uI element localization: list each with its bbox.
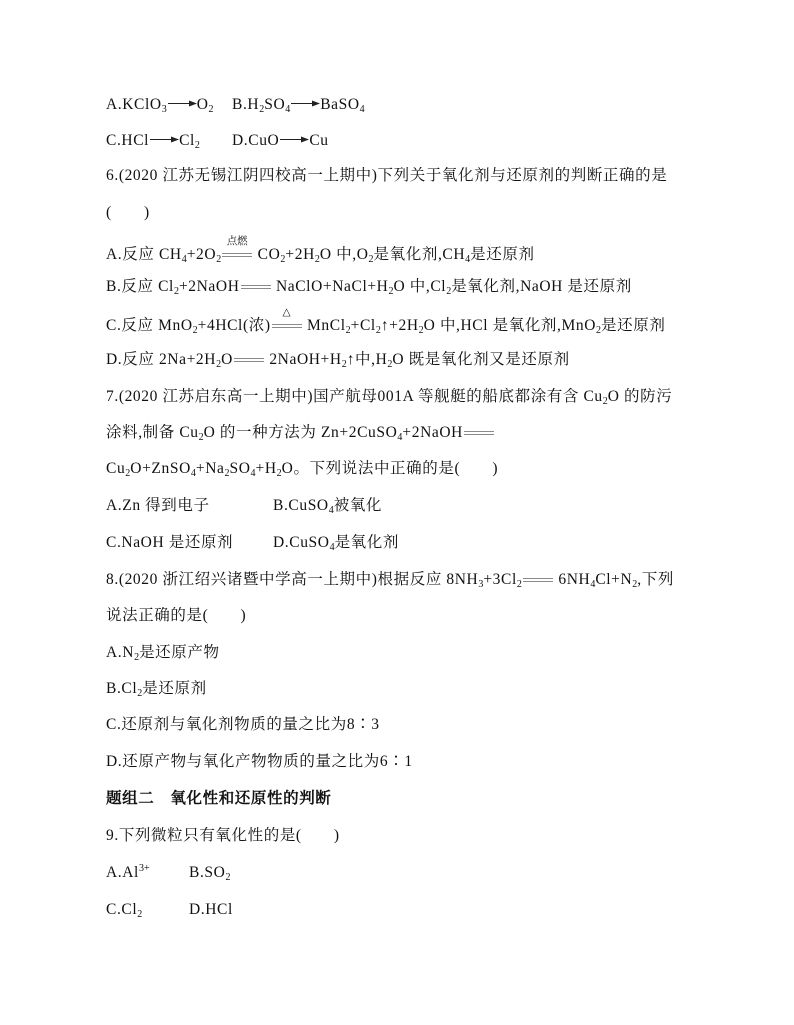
q9-options-row-1 <box>0 863 794 883</box>
text-run: ( ) <box>106 204 150 221</box>
q8-option-b <box>0 679 794 699</box>
subscript: 2 <box>387 359 393 370</box>
subscript: 4 <box>250 468 256 479</box>
text-run: 是氧化剂,NaOH 是还原剂 <box>451 278 632 295</box>
text-run: C.还原剂与氧化剂物质的量之比为8∶3 <box>106 716 380 733</box>
subscript: 3 <box>478 579 484 590</box>
line-content <box>106 236 535 265</box>
text-run: D.HCl <box>189 901 233 918</box>
line-content <box>106 459 498 479</box>
subscript: 2 <box>375 325 381 336</box>
line-content <box>106 643 220 663</box>
text-run: D.还原产物与氧化产物物质的量之比为6∶1 <box>106 753 413 770</box>
option-item <box>106 95 214 115</box>
subscript: 2 <box>446 286 452 297</box>
q7-stem-line-2 <box>0 423 794 443</box>
text-run: +4HCl(浓) <box>197 317 271 334</box>
subscript: 4 <box>359 104 365 115</box>
reaction-equals-sign <box>233 350 265 370</box>
q8-option-c <box>0 715 794 735</box>
text-run: 涂料,制备 Cu <box>106 424 199 441</box>
subscript: 2 <box>280 254 286 265</box>
superscript: 3+ <box>138 863 150 874</box>
text-run: O 中,HCl 是氧化剂,MnO <box>423 317 597 334</box>
q6-option-a <box>0 236 794 265</box>
reaction-equals-sign <box>271 307 303 336</box>
text-run: 说法正确的是( ) <box>106 607 247 624</box>
subscript: 2 <box>224 468 230 479</box>
option-item <box>189 863 230 883</box>
text-run: 6NH <box>553 571 591 588</box>
option-item <box>232 95 365 115</box>
reaction-arrow-icon <box>167 95 197 115</box>
text-run: +Cl <box>350 317 376 334</box>
text-run: A.Al <box>106 864 139 881</box>
text-run: A.N <box>106 644 135 661</box>
text-run: O 的防污 <box>607 388 673 405</box>
subscript: 2 <box>134 652 140 663</box>
subscript: 2 <box>602 396 608 407</box>
subscript: 2 <box>208 104 214 115</box>
q7-stem-line-3 <box>0 459 794 479</box>
line-content <box>106 423 495 443</box>
text-run: A.反应 CH <box>106 246 182 263</box>
text-run: +H <box>255 460 277 477</box>
subscript: 2 <box>276 468 282 479</box>
text-run: CO <box>253 246 281 263</box>
text-run: C.HCl <box>106 132 150 149</box>
line-content <box>106 789 331 809</box>
equals-double-line <box>523 578 553 582</box>
reaction-equals-sign <box>240 277 272 297</box>
text-run: B.SO <box>189 864 226 881</box>
q9-stem <box>0 826 794 846</box>
line-content <box>106 307 666 336</box>
line-content <box>106 277 632 297</box>
equals-double-line <box>464 431 494 435</box>
subscript: 4 <box>328 505 334 516</box>
text-run: O 中,Cl <box>393 278 447 295</box>
text-run: 被氧化 <box>333 497 383 514</box>
q8-option-a <box>0 643 794 663</box>
text-run: D.CuSO <box>273 534 330 551</box>
subscript: 2 <box>345 325 351 336</box>
subscript: 2 <box>516 579 522 590</box>
q6-option-b <box>0 277 794 297</box>
subscript: 2 <box>259 104 265 115</box>
q6-stem <box>0 166 794 186</box>
reaction-condition: 点燃 <box>226 236 248 247</box>
subscript: 2 <box>125 468 131 479</box>
text-run: Cu <box>309 132 329 149</box>
line-content <box>106 166 667 186</box>
subscript: 2 <box>368 254 374 265</box>
subscript: 2 <box>194 140 200 151</box>
subscript: 2 <box>192 325 198 336</box>
reaction-arrow-icon <box>290 95 320 115</box>
text-run: +Na <box>195 460 225 477</box>
text-run: B.反应 Cl <box>106 278 174 295</box>
text-run: +2H <box>285 246 315 263</box>
text-run: 7.(2020 江苏启东高一上期中)国产航母001A 等舰艇的船底都涂有含 Cu <box>106 388 603 405</box>
text-run: O 既是氧化剂又是还原剂 <box>392 351 570 368</box>
option-item <box>106 131 200 151</box>
subscript: 2 <box>388 286 394 297</box>
text-run: 2NaOH+H <box>264 351 342 368</box>
text-run: +2NaOH <box>402 424 463 441</box>
text-run: 是还原产物 <box>139 644 220 661</box>
text-run: SO <box>264 96 286 113</box>
line-content <box>106 350 570 370</box>
text-run: 是还原剂 <box>601 317 666 334</box>
text-run: NaClO+NaCl+H <box>271 278 389 295</box>
subscript: 2 <box>173 286 179 297</box>
reaction-equals-sign <box>522 570 554 590</box>
subscript: 2 <box>632 579 638 590</box>
text-run: 是还原剂 <box>470 246 535 263</box>
text-run: O <box>196 96 209 113</box>
text-run: D.反应 2Na+2H <box>106 351 217 368</box>
text-run: 是还原剂 <box>142 680 207 697</box>
subscript: 2 <box>137 909 143 920</box>
option-item <box>232 131 329 151</box>
text-run: BaSO <box>320 96 360 113</box>
text-run: Cl+N <box>595 571 633 588</box>
option-item <box>106 533 233 553</box>
text-run: 题组二 氧化性和还原性的判断 <box>106 790 332 807</box>
subscript: 4 <box>465 254 471 265</box>
option-item <box>106 863 150 883</box>
subscript: 2 <box>225 872 231 883</box>
equals-double-line <box>222 253 252 257</box>
subscript: 4 <box>285 104 291 115</box>
text-run: O <box>221 351 233 368</box>
text-run: ↑中,H <box>346 351 388 368</box>
text-run: 8.(2020 浙江绍兴诸暨中学高一上期中)根据反应 8NH <box>106 571 479 588</box>
subscript: 3 <box>161 104 167 115</box>
text-run: B.Cl <box>106 680 138 697</box>
q7-options-row-1 <box>0 496 794 516</box>
text-run: +2O <box>186 246 217 263</box>
line-content <box>106 203 150 223</box>
line-content <box>106 826 340 846</box>
text-run: O 中,O <box>319 246 369 263</box>
text-run: O+ZnSO <box>130 460 191 477</box>
text-run: +3Cl <box>483 571 517 588</box>
subscript: 2 <box>137 688 143 699</box>
option-item <box>106 900 142 920</box>
line-content <box>106 679 207 699</box>
section-heading <box>0 789 794 809</box>
q6-answer-blank <box>0 203 794 223</box>
subscript: 2 <box>596 325 602 336</box>
line-content <box>106 570 674 590</box>
subscript: 2 <box>216 254 222 265</box>
option-item <box>273 533 399 553</box>
text-run: ,下列 <box>637 571 674 588</box>
subscript: 4 <box>590 579 596 590</box>
text-run: MnCl <box>302 317 346 334</box>
q8-stem-line-2 <box>0 606 794 626</box>
option-item <box>189 900 233 920</box>
text-run: Cl <box>179 132 195 149</box>
text-run: 6.(2020 江苏无锡江阴四校高一上期中)下列关于氧化剂与还原剂的判断正确的是 <box>106 167 668 184</box>
subscript: 2 <box>198 432 204 443</box>
reaction-arrow-icon <box>279 131 309 151</box>
line-content <box>106 387 672 407</box>
q7-options-row-2 <box>0 533 794 553</box>
equals-double-line <box>272 324 302 328</box>
text-run: SO <box>229 460 251 477</box>
subscript: 2 <box>418 325 424 336</box>
reaction-equals-sign <box>463 423 495 443</box>
text-run: C.Cl <box>106 901 138 918</box>
line-content <box>106 606 246 626</box>
subscript: 4 <box>397 432 403 443</box>
subscript: 2 <box>314 254 320 265</box>
text-run: C.反应 MnO <box>106 317 193 334</box>
text-run: B.H <box>232 96 260 113</box>
option-item <box>106 496 210 516</box>
q6-option-d <box>0 350 794 370</box>
subscript: 4 <box>181 254 187 265</box>
equals-double-line <box>241 285 271 289</box>
text-run: B.CuSO <box>273 497 329 514</box>
subscript: 4 <box>190 468 196 479</box>
q5-options-row-1 <box>0 95 794 115</box>
q9-options-row-2 <box>0 900 794 920</box>
text-run: C.NaOH 是还原剂 <box>106 534 234 551</box>
option-item <box>273 496 382 516</box>
subscript: 2 <box>216 359 222 370</box>
text-run: +2NaOH <box>178 278 240 295</box>
text-run: O。下列说法中正确的是( ) <box>281 460 499 477</box>
text-run: A.Zn 得到电子 <box>106 497 210 514</box>
subscript: 2 <box>341 359 347 370</box>
text-run: O 的一种方法为 Zn+2CuSO <box>203 424 398 441</box>
q8-stem-line-1 <box>0 570 794 590</box>
text-run: D.CuO <box>232 132 280 149</box>
text-run: ↑+2H <box>380 317 419 334</box>
text-run: 是氧化剂 <box>334 534 399 551</box>
q5-options-row-2 <box>0 131 794 151</box>
q8-option-d <box>0 752 794 772</box>
line-content <box>106 715 380 735</box>
text-run: 9.下列微粒只有氧化性的是( ) <box>106 827 340 844</box>
equals-double-line <box>234 358 264 362</box>
subscript: 4 <box>329 542 335 553</box>
text-run: 是氧化剂,CH <box>373 246 466 263</box>
text-run: A.KClO <box>106 96 162 113</box>
q7-stem-line-1 <box>0 387 794 407</box>
q6-option-c <box>0 307 794 336</box>
line-content <box>106 752 413 772</box>
reaction-condition: △ <box>282 307 291 318</box>
text-run: Cu <box>106 460 126 477</box>
reaction-arrow-icon <box>149 131 179 151</box>
reaction-equals-sign <box>221 236 253 265</box>
